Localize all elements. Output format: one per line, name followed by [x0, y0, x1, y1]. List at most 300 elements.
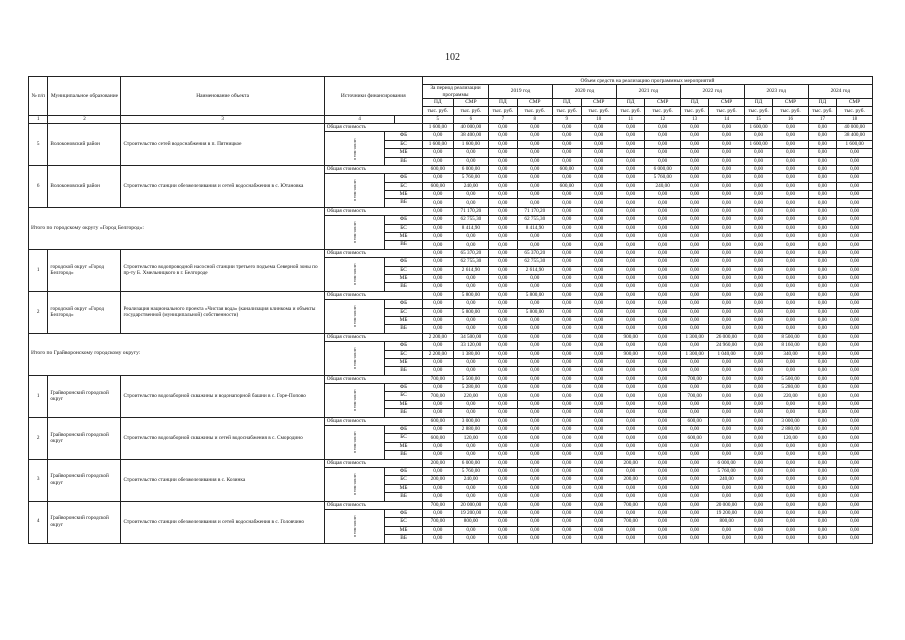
incl-text: в том числе:	[351, 221, 357, 244]
source-bs: БС	[385, 182, 423, 190]
header-year-2024: 2024 год	[808, 85, 872, 98]
amount-cell: 0,00	[553, 384, 582, 392]
amount-cell: 0,00	[773, 291, 808, 299]
amount-cell: 0,00	[837, 216, 873, 224]
amount-cell: 0,00	[616, 182, 645, 190]
amount-cell: 0,00	[453, 535, 488, 543]
amount-cell: 0,00	[837, 207, 873, 215]
amount-cell: 0,00	[553, 350, 582, 358]
amount-cell: 0,00	[837, 392, 873, 400]
amount-cell: 0,00	[553, 333, 582, 341]
amount-cell: 26 000,00	[709, 333, 744, 341]
source-bs: БС	[385, 224, 423, 232]
amount-cell: 0,00	[581, 484, 616, 492]
amount-cell: 0,00	[517, 484, 552, 492]
amount-cell: 0,00	[581, 526, 616, 534]
amount-cell: 0,00	[744, 535, 773, 543]
amount-cell: 0,00	[680, 308, 709, 316]
amount-cell: 5 760,00	[453, 174, 488, 182]
amount-cell: 0,00	[808, 518, 837, 526]
amount-cell: 0,00	[773, 316, 808, 324]
amount-cell: 0,00	[422, 233, 453, 241]
amount-cell: 71 170,20	[453, 207, 488, 215]
amount-cell: 0,00	[616, 442, 645, 450]
amount-cell: 0,00	[553, 283, 582, 291]
row-number: 5	[29, 123, 48, 165]
table-row	[29, 207, 873, 215]
amount-cell: 0,00	[581, 191, 616, 199]
amount-cell: 0,00	[616, 392, 645, 400]
amount-cell: 0,00	[517, 518, 552, 526]
amount-cell: 0,00	[645, 451, 680, 459]
amount-cell: 0,00	[808, 291, 837, 299]
amount-cell: 1 300,00	[680, 333, 709, 341]
amount-cell: 0,00	[808, 451, 837, 459]
amount-cell: 0,00	[645, 333, 680, 341]
source-mb: МБ	[385, 316, 423, 324]
amount-cell: 0,00	[837, 241, 873, 249]
column-index: 17	[808, 115, 837, 123]
amount-cell: 0,00	[616, 191, 645, 199]
header-pd: ПД	[808, 98, 837, 106]
amount-cell: 0,00	[581, 275, 616, 283]
amount-cell: 0,00	[773, 300, 808, 308]
amount-cell: 700,00	[616, 518, 645, 526]
amount-cell: 0,00	[709, 417, 744, 425]
header-num: № п/п	[29, 77, 48, 116]
amount-cell: 0,00	[616, 291, 645, 299]
amount-cell: 0,00	[773, 409, 808, 417]
amount-cell: 0,00	[680, 216, 709, 224]
column-index: 18	[837, 115, 873, 123]
amount-cell: 0,00	[453, 442, 488, 450]
amount-cell: 0,00	[773, 182, 808, 190]
amount-cell: 0,00	[489, 384, 518, 392]
amount-cell: 0,00	[453, 400, 488, 408]
amount-cell: 0,00	[489, 434, 518, 442]
amount-cell: 0,00	[553, 509, 582, 517]
amount-cell: 0,00	[422, 442, 453, 450]
amount-cell: 0,00	[744, 308, 773, 316]
table-row	[29, 333, 873, 341]
amount-cell: 0,00	[808, 224, 837, 232]
source-fb: ФБ	[385, 509, 423, 517]
amount-cell: 0,00	[680, 467, 709, 475]
amount-cell: 0,00	[744, 157, 773, 165]
object-name: Строительство станции обезжелезивания и сетей водоснабжения в с. Головчино	[121, 501, 324, 543]
row-number: 2	[29, 291, 48, 333]
amount-cell: 0,00	[645, 140, 680, 148]
amount-cell: 0,00	[581, 123, 616, 131]
amount-cell: 0,00	[422, 535, 453, 543]
amount-cell: 0,00	[616, 375, 645, 383]
amount-cell: 0,00	[773, 367, 808, 375]
header-source: Источники финансирования	[324, 77, 422, 116]
amount-cell: 0,00	[680, 233, 709, 241]
amount-cell: 0,00	[616, 316, 645, 324]
amount-cell: 0,00	[616, 258, 645, 266]
header-pd: ПД	[422, 98, 453, 106]
amount-cell: 0,00	[773, 526, 808, 534]
incl-label	[324, 258, 385, 292]
amount-cell: 0,00	[616, 493, 645, 501]
incl-label	[324, 426, 385, 460]
municipality-name: Грайворонский городской округ	[48, 417, 121, 459]
amount-cell: 0,00	[489, 417, 518, 425]
amount-cell: 0,00	[645, 199, 680, 207]
amount-cell: 0,00	[517, 392, 552, 400]
amount-cell: 6 000,00	[645, 165, 680, 173]
amount-cell: 0,00	[616, 451, 645, 459]
amount-cell: 220,00	[453, 392, 488, 400]
amount-cell: 2 880,00	[773, 426, 808, 434]
amount-cell: 0,00	[489, 300, 518, 308]
amount-cell: 0,00	[489, 224, 518, 232]
incl-label	[324, 384, 385, 418]
amount-cell: 0,00	[581, 501, 616, 509]
amount-cell: 0,00	[808, 241, 837, 249]
amount-cell: 8 414,90	[453, 224, 488, 232]
amount-cell: 0,00	[616, 157, 645, 165]
table-row	[29, 501, 873, 509]
amount-cell: 0,00	[581, 535, 616, 543]
amount-cell: 0,00	[581, 459, 616, 467]
amount-cell: 0,00	[489, 535, 518, 543]
amount-cell: 0,00	[837, 426, 873, 434]
amount-cell: 0,00	[709, 358, 744, 366]
amount-cell: 0,00	[709, 241, 744, 249]
amount-cell: 0,00	[489, 501, 518, 509]
amount-cell: 0,00	[645, 476, 680, 484]
amount-cell: 5 760,00	[645, 174, 680, 182]
amount-cell: 0,00	[680, 426, 709, 434]
amount-cell: 0,00	[453, 191, 488, 199]
amount-cell: 0,00	[744, 350, 773, 358]
amount-cell: 0,00	[422, 266, 453, 274]
amount-cell: 34 500,00	[453, 333, 488, 341]
amount-cell: 0,00	[808, 325, 837, 333]
amount-cell: 0,00	[744, 258, 773, 266]
amount-cell: 0,00	[837, 350, 873, 358]
amount-cell: 0,00	[709, 191, 744, 199]
amount-cell: 0,00	[616, 308, 645, 316]
amount-cell: 0,00	[581, 283, 616, 291]
amount-cell: 0,00	[709, 165, 744, 173]
amount-cell: 0,00	[517, 375, 552, 383]
header-unit: тыс. руб.	[773, 107, 808, 115]
amount-cell: 0,00	[616, 400, 645, 408]
amount-cell: 0,00	[680, 266, 709, 274]
amount-cell: 0,00	[616, 199, 645, 207]
amount-cell: 0,00	[709, 291, 744, 299]
amount-cell: 0,00	[553, 535, 582, 543]
amount-cell: 0,00	[680, 123, 709, 131]
total-cost-label: Общая стоимость	[324, 417, 422, 425]
row-number: 4	[29, 501, 48, 543]
amount-cell: 0,00	[709, 174, 744, 182]
amount-cell: 0,00	[489, 233, 518, 241]
total-cost-label: Общая стоимость	[324, 249, 422, 257]
header-year-2022: 2022 год	[680, 85, 744, 98]
header-unit: тыс. руб.	[489, 107, 518, 115]
amount-cell: 0,00	[773, 509, 808, 517]
amount-cell: 0,00	[773, 325, 808, 333]
amount-cell: 2 614,90	[453, 266, 488, 274]
amount-cell: 0,00	[744, 283, 773, 291]
amount-cell: 0,00	[680, 400, 709, 408]
source-fb: ФБ	[385, 426, 423, 434]
amount-cell: 0,00	[680, 342, 709, 350]
amount-cell: 0,00	[489, 484, 518, 492]
amount-cell: 0,00	[773, 199, 808, 207]
amount-cell: 0,00	[616, 132, 645, 140]
amount-cell: 0,00	[837, 535, 873, 543]
amount-cell: 0,00	[453, 358, 488, 366]
header-unit: тыс. руб.	[616, 107, 645, 115]
amount-cell: 0,00	[808, 182, 837, 190]
amount-cell: 0,00	[744, 275, 773, 283]
amount-cell: 0,00	[616, 300, 645, 308]
amount-cell: 0,00	[808, 300, 837, 308]
amount-cell: 0,00	[489, 199, 518, 207]
amount-cell: 1 380,00	[453, 350, 488, 358]
amount-cell: 0,00	[553, 233, 582, 241]
amount-cell: 0,00	[616, 409, 645, 417]
amount-cell: 200,00	[422, 459, 453, 467]
amount-cell: 0,00	[808, 467, 837, 475]
amount-cell: 0,00	[808, 367, 837, 375]
amount-cell: 0,00	[553, 266, 582, 274]
amount-cell: 0,00	[453, 149, 488, 157]
amount-cell: 0,00	[422, 157, 453, 165]
amount-cell: 700,00	[680, 375, 709, 383]
header-smr: СМР	[773, 98, 808, 106]
amount-cell: 600,00	[553, 182, 582, 190]
amount-cell: 0,00	[581, 308, 616, 316]
amount-cell: 0,00	[709, 249, 744, 257]
amount-cell: 0,00	[553, 392, 582, 400]
amount-cell: 0,00	[616, 233, 645, 241]
amount-cell: 0,00	[680, 165, 709, 173]
amount-cell: 0,00	[422, 191, 453, 199]
amount-cell: 1 040,00	[709, 350, 744, 358]
amount-cell: 0,00	[553, 258, 582, 266]
amount-cell: 0,00	[422, 367, 453, 375]
amount-cell: 0,00	[837, 325, 873, 333]
amount-cell: 0,00	[553, 434, 582, 442]
amount-cell: 0,00	[837, 191, 873, 199]
source-bs: БС	[385, 518, 423, 526]
amount-cell: 0,00	[808, 493, 837, 501]
total-cost-label: Общая стоимость	[324, 123, 422, 131]
amount-cell: 0,00	[517, 384, 552, 392]
amount-cell: 0,00	[553, 224, 582, 232]
amount-cell: 5 280,00	[773, 384, 808, 392]
page-number: 102	[445, 52, 460, 63]
amount-cell: 700,00	[422, 392, 453, 400]
amount-cell: 0,00	[453, 300, 488, 308]
header-pd: ПД	[680, 98, 709, 106]
amount-cell: 0,00	[422, 258, 453, 266]
amount-cell: 0,00	[680, 241, 709, 249]
amount-cell: 0,00	[489, 367, 518, 375]
amount-cell: 0,00	[553, 459, 582, 467]
amount-cell: 0,00	[808, 165, 837, 173]
amount-cell: 0,00	[517, 157, 552, 165]
amount-cell: 0,00	[489, 165, 518, 173]
amount-cell: 0,00	[744, 174, 773, 182]
amount-cell: 0,00	[744, 484, 773, 492]
amount-cell: 0,00	[837, 367, 873, 375]
amount-cell: 0,00	[709, 384, 744, 392]
source-fb: ФБ	[385, 300, 423, 308]
amount-cell: 0,00	[553, 501, 582, 509]
amount-cell: 0,00	[581, 174, 616, 182]
amount-cell: 0,00	[808, 140, 837, 148]
amount-cell: 200,00	[616, 476, 645, 484]
amount-cell: 0,00	[517, 526, 552, 534]
amount-cell: 0,00	[773, 165, 808, 173]
amount-cell: 0,00	[837, 165, 873, 173]
amount-cell: 0,00	[645, 241, 680, 249]
amount-cell: 0,00	[581, 300, 616, 308]
amount-cell: 0,00	[553, 358, 582, 366]
amount-cell: 240,00	[709, 476, 744, 484]
amount-cell: 0,00	[581, 182, 616, 190]
amount-cell: 6 000,00	[453, 459, 488, 467]
amount-cell: 240,00	[645, 182, 680, 190]
amount-cell: 0,00	[422, 384, 453, 392]
amount-cell: 0,00	[837, 384, 873, 392]
amount-cell: 0,00	[453, 241, 488, 249]
amount-cell: 0,00	[709, 132, 744, 140]
amount-cell: 0,00	[837, 501, 873, 509]
amount-cell: 0,00	[422, 467, 453, 475]
amount-cell: 0,00	[489, 140, 518, 148]
amount-cell: 0,00	[645, 467, 680, 475]
source-vb: ВБ	[385, 325, 423, 333]
amount-cell: 0,00	[808, 308, 837, 316]
amount-cell: 0,00	[808, 216, 837, 224]
amount-cell: 0,00	[773, 451, 808, 459]
header-unit: тыс. руб.	[837, 107, 873, 115]
amount-cell: 0,00	[422, 409, 453, 417]
municipality-name: Грайворонский городской округ	[48, 459, 121, 501]
row-number: 3	[29, 459, 48, 501]
amount-cell: 0,00	[773, 216, 808, 224]
amount-cell: 0,00	[645, 526, 680, 534]
amount-cell: 0,00	[453, 451, 488, 459]
amount-cell: 0,00	[744, 426, 773, 434]
amount-cell: 0,00	[709, 451, 744, 459]
amount-cell: 0,00	[808, 258, 837, 266]
amount-cell: 0,00	[489, 493, 518, 501]
amount-cell: 0,00	[453, 325, 488, 333]
amount-cell: 220,00	[773, 392, 808, 400]
amount-cell: 2 200,00	[422, 350, 453, 358]
amount-cell: 0,00	[422, 199, 453, 207]
amount-cell: 0,00	[645, 207, 680, 215]
header-pd: ПД	[616, 98, 645, 106]
amount-cell: 0,00	[553, 275, 582, 283]
amount-cell: 0,00	[553, 216, 582, 224]
amount-cell: 0,00	[808, 191, 837, 199]
header-year-2020: 2020 год	[553, 85, 617, 98]
amount-cell: 0,00	[553, 342, 582, 350]
amount-cell: 0,00	[773, 459, 808, 467]
amount-cell: 0,00	[773, 191, 808, 199]
amount-cell: 19 200,00	[453, 509, 488, 517]
amount-cell: 0,00	[616, 123, 645, 131]
amount-cell: 0,00	[553, 325, 582, 333]
amount-cell: 0,00	[645, 316, 680, 324]
amount-cell: 0,00	[773, 400, 808, 408]
amount-cell: 0,00	[489, 476, 518, 484]
amount-cell: 0,00	[581, 333, 616, 341]
amount-cell: 0,00	[808, 266, 837, 274]
amount-cell: 0,00	[680, 358, 709, 366]
amount-cell: 0,00	[645, 233, 680, 241]
amount-cell: 0,00	[808, 476, 837, 484]
incl-text: в том числе:	[351, 179, 357, 202]
row-number: 6	[29, 165, 48, 207]
source-bs: БС	[385, 476, 423, 484]
header-smr: СМР	[709, 98, 744, 106]
amount-cell: 600,00	[553, 165, 582, 173]
amount-cell: 0,00	[422, 400, 453, 408]
amount-cell: 0,00	[645, 426, 680, 434]
amount-cell: 0,00	[773, 283, 808, 291]
amount-cell: 0,00	[709, 216, 744, 224]
amount-cell: 0,00	[709, 426, 744, 434]
amount-cell: 0,00	[808, 501, 837, 509]
amount-cell: 0,00	[553, 493, 582, 501]
amount-cell: 0,00	[581, 518, 616, 526]
amount-cell: 0,00	[837, 333, 873, 341]
amount-cell: 0,00	[553, 484, 582, 492]
amount-cell: 0,00	[808, 275, 837, 283]
amount-cell: 0,00	[680, 518, 709, 526]
amount-cell: 0,00	[489, 157, 518, 165]
amount-cell: 5 800,00	[453, 291, 488, 299]
amount-cell: 0,00	[422, 484, 453, 492]
amount-cell: 120,00	[773, 434, 808, 442]
amount-cell: 0,00	[489, 316, 518, 324]
amount-cell: 120,00	[453, 434, 488, 442]
amount-cell: 0,00	[616, 367, 645, 375]
source-mb: МБ	[385, 400, 423, 408]
amount-cell: 0,00	[773, 467, 808, 475]
amount-cell: 0,00	[616, 241, 645, 249]
amount-cell: 0,00	[517, 241, 552, 249]
amount-cell: 0,00	[837, 493, 873, 501]
amount-cell: 0,00	[808, 384, 837, 392]
amount-cell: 0,00	[616, 484, 645, 492]
incl-text: в том числе:	[351, 137, 357, 160]
amount-cell: 0,00	[553, 174, 582, 182]
amount-cell: 0,00	[581, 207, 616, 215]
object-name: Строительство станции обезжелезивания в с. Козинка	[121, 459, 324, 501]
amount-cell: 0,00	[744, 291, 773, 299]
amount-cell: 0,00	[645, 266, 680, 274]
amount-cell: 0,00	[645, 191, 680, 199]
amount-cell: 0,00	[517, 476, 552, 484]
incl-label	[324, 300, 385, 334]
amount-cell: 0,00	[553, 367, 582, 375]
header-volume: Объем средств на реализацию программных мероприятий	[422, 77, 872, 85]
amount-cell: 0,00	[680, 501, 709, 509]
amount-cell: 0,00	[645, 258, 680, 266]
